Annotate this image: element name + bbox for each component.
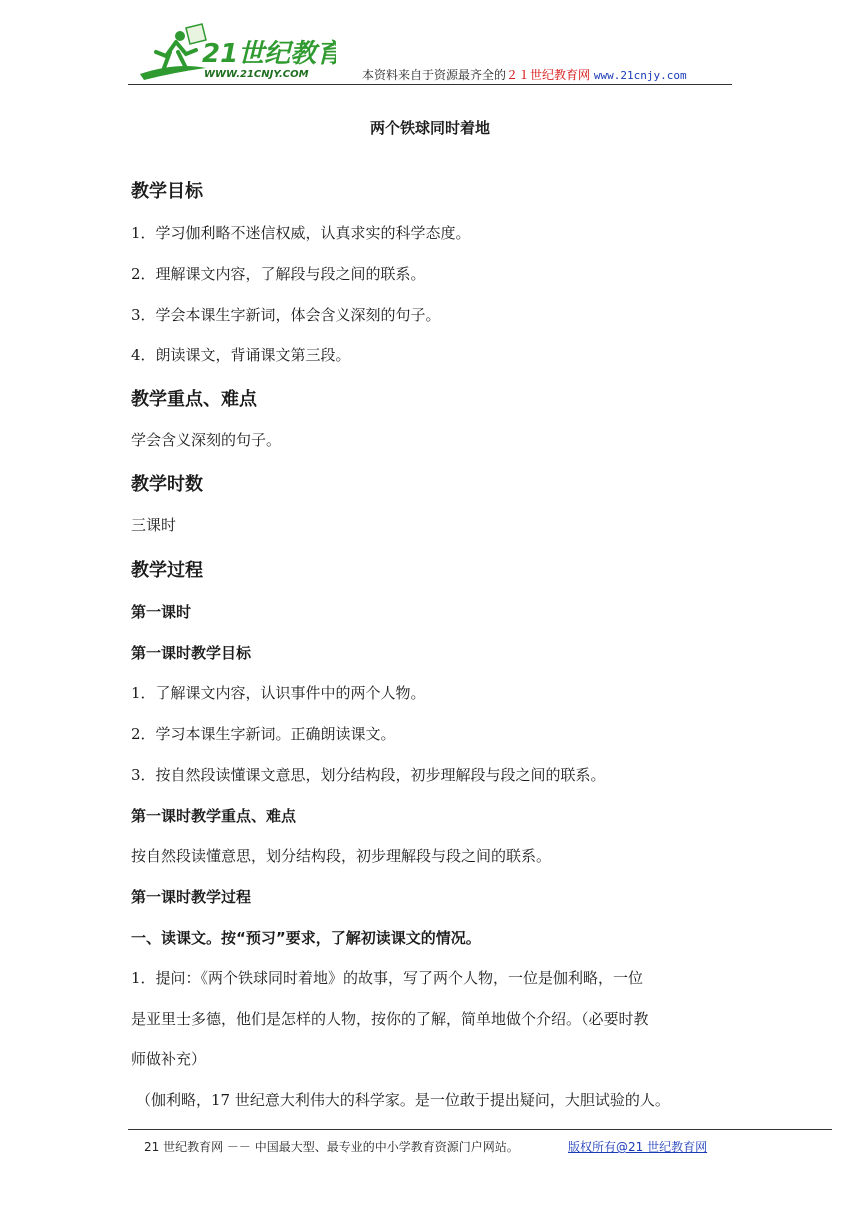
header-note-site[interactable]: ２１世纪教育网 <box>506 68 591 82</box>
step1-heading: 一、读课文。按“预习”要求，了解初读课文的情况。 <box>131 929 481 947</box>
document-title: 两个铁球同时着地 <box>369 119 490 137</box>
logo-text: 21世纪教育 <box>202 39 336 69</box>
lesson1-goal-item: 3．按自然段读懂课文意思，划分结构段，初步理解段与段之间的联系。 <box>131 766 606 784</box>
header-note-prefix: 本资料来自于资源最齐全的 <box>362 68 507 82</box>
goal-item: 1．学习伽利略不迷信权威，认真求实的科学态度。 <box>131 224 471 242</box>
key-points-heading: 教学重点、难点 <box>131 389 257 410</box>
lesson1-heading: 第一课时 <box>131 603 192 621</box>
header-note-url[interactable]: www.21cnjy.com <box>593 69 687 82</box>
site-logo <box>136 22 336 84</box>
step1-line: 是亚里士多德，他们是怎样的人物，按你的了解，简单地做个介绍。（必要时教 <box>131 1010 649 1028</box>
lesson1-key-text: 按自然段读懂意思，划分结构段，初步理解段与段之间的联系。 <box>131 847 552 865</box>
goals-heading: 教学目标 <box>131 181 203 202</box>
goal-item: 2．理解课文内容，了解段与段之间的联系。 <box>131 265 426 283</box>
footer-description: 21 世纪教育网 －－ 中国最大型、最专业的中小学教育资源门户网站。 <box>144 1140 519 1154</box>
step1-line: 师做补充） <box>131 1050 207 1068</box>
lesson1-key-heading: 第一课时教学重点、难点 <box>131 807 297 825</box>
header-divider <box>128 84 732 85</box>
hours-heading: 教学时数 <box>131 474 203 495</box>
goal-item: 4．朗读课文，背诵课文第三段。 <box>131 346 351 364</box>
lesson1-goal-item: 2．学习本课生字新词。正确朗读课文。 <box>131 725 396 743</box>
key-points-text: 学会含义深刻的句子。 <box>131 431 282 449</box>
lesson1-goals-heading: 第一课时教学目标 <box>131 644 252 662</box>
step1-line: （伽利略，17 世纪意大利伟大的科学家。是一位敢于提出疑问，大胆试验的人。 <box>136 1091 670 1109</box>
footer-divider <box>128 1129 832 1130</box>
footer-copyright-link[interactable]: 版权所有@21 世纪教育网 <box>568 1140 708 1154</box>
logo-url: WWW.21CNJY.COM <box>204 69 309 80</box>
goal-item: 3．学会本课生字新词，体会含义深刻的句子。 <box>131 306 441 324</box>
lesson1-goal-item: 1．了解课文内容，认识事件中的两个人物。 <box>131 684 426 702</box>
step1-line: 1．提问：《两个铁球同时着地》的故事，写了两个人物，一位是伽利略，一位 <box>131 969 644 987</box>
hours-text: 三课时 <box>131 516 177 534</box>
header-note <box>362 66 687 83</box>
lesson1-process-heading: 第一课时教学过程 <box>131 888 252 906</box>
process-heading: 教学过程 <box>131 560 203 581</box>
